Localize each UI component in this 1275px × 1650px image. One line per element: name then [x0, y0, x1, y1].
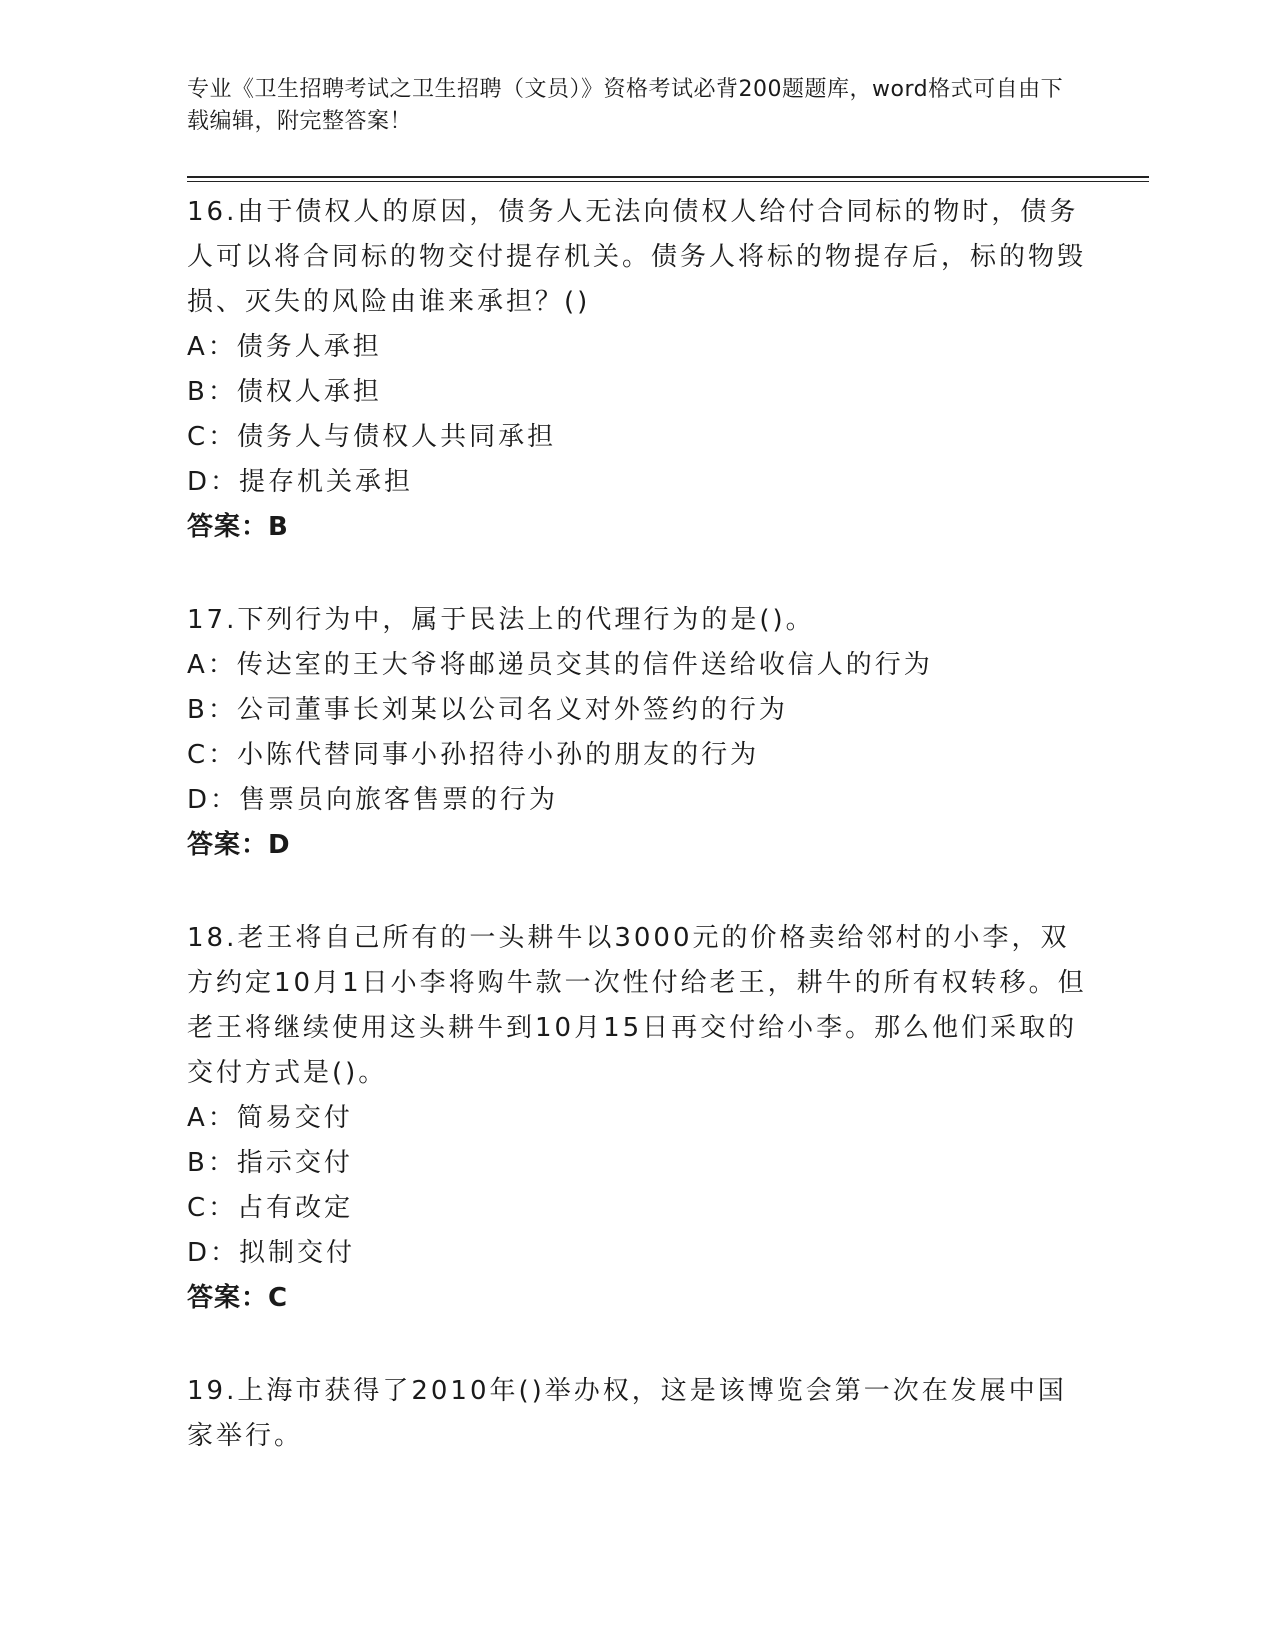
question-17 [187, 598, 1087, 868]
option-b: B：债权人承担 [187, 377, 382, 407]
document-header: 专业《卫生招聘考试之卫生招聘（文员）》资格考试必背200题题库，word格式可自由下载编辑，附完整答案！ [187, 77, 1064, 134]
option-c: C：占有改定 [187, 1193, 354, 1223]
option-b: B：指示交付 [187, 1148, 353, 1178]
answer: 答案：B [187, 512, 289, 542]
header-rule-thin [187, 181, 1149, 182]
header-rule-thick [187, 176, 1149, 178]
question-stem: 19.上海市获得了2010年()举办权，这是该博览会第一次在发展中国家举行。 [187, 1376, 1067, 1451]
option-a: A：债务人承担 [187, 332, 382, 362]
option-a: A：传达室的王大爷将邮递员交其的信件送给收信人的行为 [187, 650, 933, 680]
option-a: A：简易交付 [187, 1103, 353, 1133]
answer: 答案：D [187, 830, 291, 860]
question-stem: 18.老王将自己所有的一头耕牛以3000元的价格卖给邻村的小李，双方约定10月1日小李将购牛款一次性付给老王，耕牛的所有权转移。但老王将继续使用这头耕牛到10月15日再交付给小李。那么他们采取的交付方式是()。 [187, 923, 1087, 1088]
question-16 [187, 190, 1087, 550]
question-19 [187, 1369, 1087, 1459]
answer: 答案：C [187, 1283, 289, 1313]
question-stem: 17.下列行为中，属于民法上的代理行为的是()。 [187, 605, 815, 635]
question-18 [187, 916, 1087, 1321]
option-d: D：售票员向旅客售票的行为 [187, 785, 559, 815]
option-c: C：债务人与债权人共同承担 [187, 422, 557, 452]
option-d: D：拟制交付 [187, 1238, 356, 1268]
option-d: D：提存机关承担 [187, 467, 414, 497]
question-list [187, 190, 1087, 1507]
option-b: B：公司董事长刘某以公司名义对外签约的行为 [187, 695, 788, 725]
question-stem: 16.由于债权人的原因，债务人无法向债权人给付合同标的物时，债务人可以将合同标的物交付提存机关。债务人将标的物提存后，标的物毁损、灭失的风险由谁来承担？() [187, 197, 1087, 317]
option-c: C：小陈代替同事小孙招待小孙的朋友的行为 [187, 740, 760, 770]
